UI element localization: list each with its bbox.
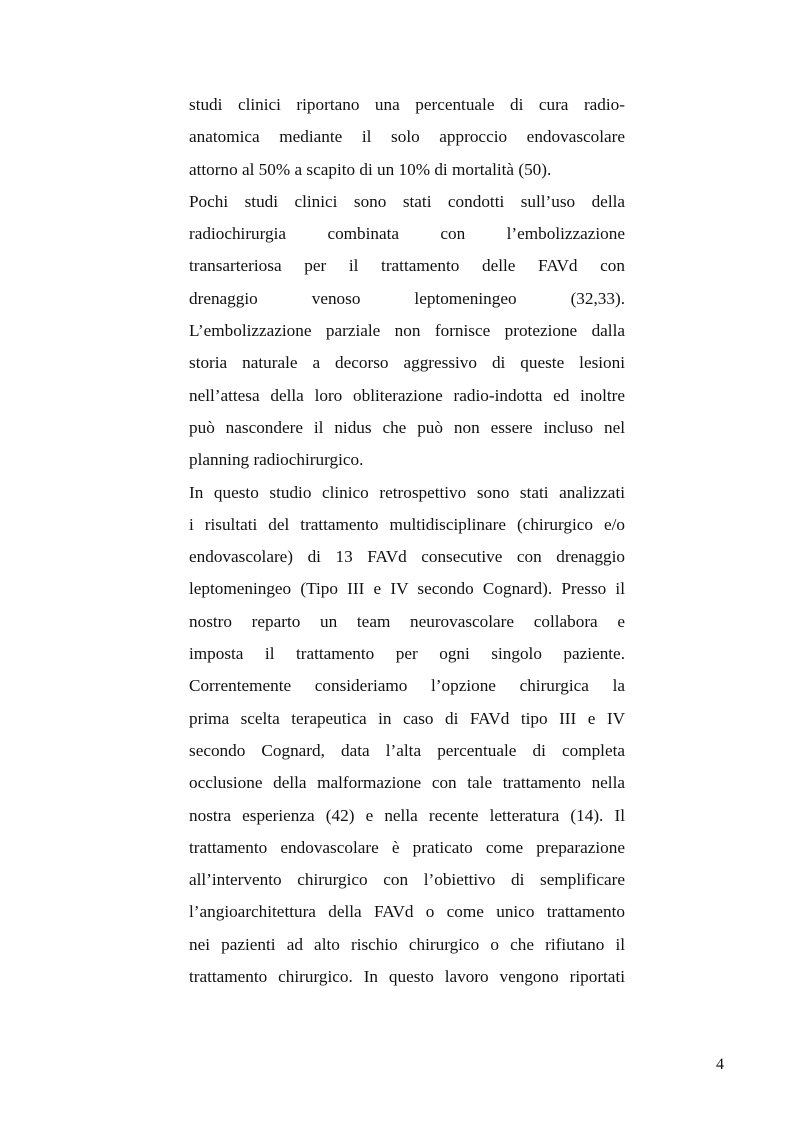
text-line: anatomica mediante il solo approccio endovascolare: [189, 127, 625, 147]
text-line: transarteriosa per il trattamento delle FAVd con: [189, 256, 625, 276]
text-line: può nascondere il nidus che può non essere incluso nel: [189, 417, 625, 437]
text-line: storia naturale a decorso aggressivo di queste lesioni: [189, 353, 625, 373]
text-line: nell’attesa della loro obliterazione radio-indotta ed inoltre: [189, 385, 625, 405]
text-line: i risultati del trattamento multidisciplinare (chirurgico e/o: [189, 514, 625, 534]
text-line: trattamento chirurgico. In questo lavoro vengono riportati: [189, 967, 625, 987]
text-line: Correntemente consideriamo l’opzione chirurgica la: [189, 676, 625, 696]
text-line: l’angioarchitettura della FAVd o come unico trattamento: [189, 902, 625, 922]
text-line: secondo Cognard, data l’alta percentuale di completa: [189, 740, 625, 760]
text-line: prima scelta terapeutica in caso di FAVd tipo III e IV: [189, 708, 625, 728]
text-line: nostra esperienza (42) e nella recente letteratura (14). Il: [189, 805, 625, 825]
text-line: radiochirurgia combinata con l’embolizzazione: [189, 224, 625, 244]
text-line: imposta il trattamento per ogni singolo paziente.: [189, 644, 625, 664]
text-line: planning radiochirurgico.: [189, 450, 364, 470]
text-line: nostro reparto un team neurovascolare collabora e: [189, 611, 625, 631]
text-line: L’embolizzazione parziale non fornisce protezione dalla: [189, 321, 625, 341]
text-line: Pochi studi clinici sono stati condotti sull’uso della: [189, 191, 625, 211]
page-number: 4: [716, 1056, 724, 1073]
text-line: nei pazienti ad alto rischio chirurgico o che rifiutano il: [189, 934, 625, 954]
text-line: studi clinici riportano una percentuale di cura radio-: [189, 95, 625, 114]
text-line: all’intervento chirurgico con l’obiettivo di semplificare: [189, 870, 625, 890]
text-line: occlusione della malformazione con tale trattamento nella: [189, 773, 625, 793]
text-line: leptomeningeo (Tipo III e IV secondo Cognard). Presso il: [189, 579, 625, 599]
body-text: [189, 89, 625, 993]
text-line: attorno al 50% a scapito di un 10% di mortalità (50).: [189, 159, 552, 179]
text-line: endovascolare) di 13 FAVd consecutive con drenaggio: [189, 547, 625, 567]
text-line: In questo studio clinico retrospettivo sono stati analizzati: [189, 482, 625, 502]
text-line: trattamento endovascolare è praticato come preparazione: [189, 837, 625, 857]
text-line: drenaggio venoso leptomeningeo (32,33).: [189, 288, 625, 308]
